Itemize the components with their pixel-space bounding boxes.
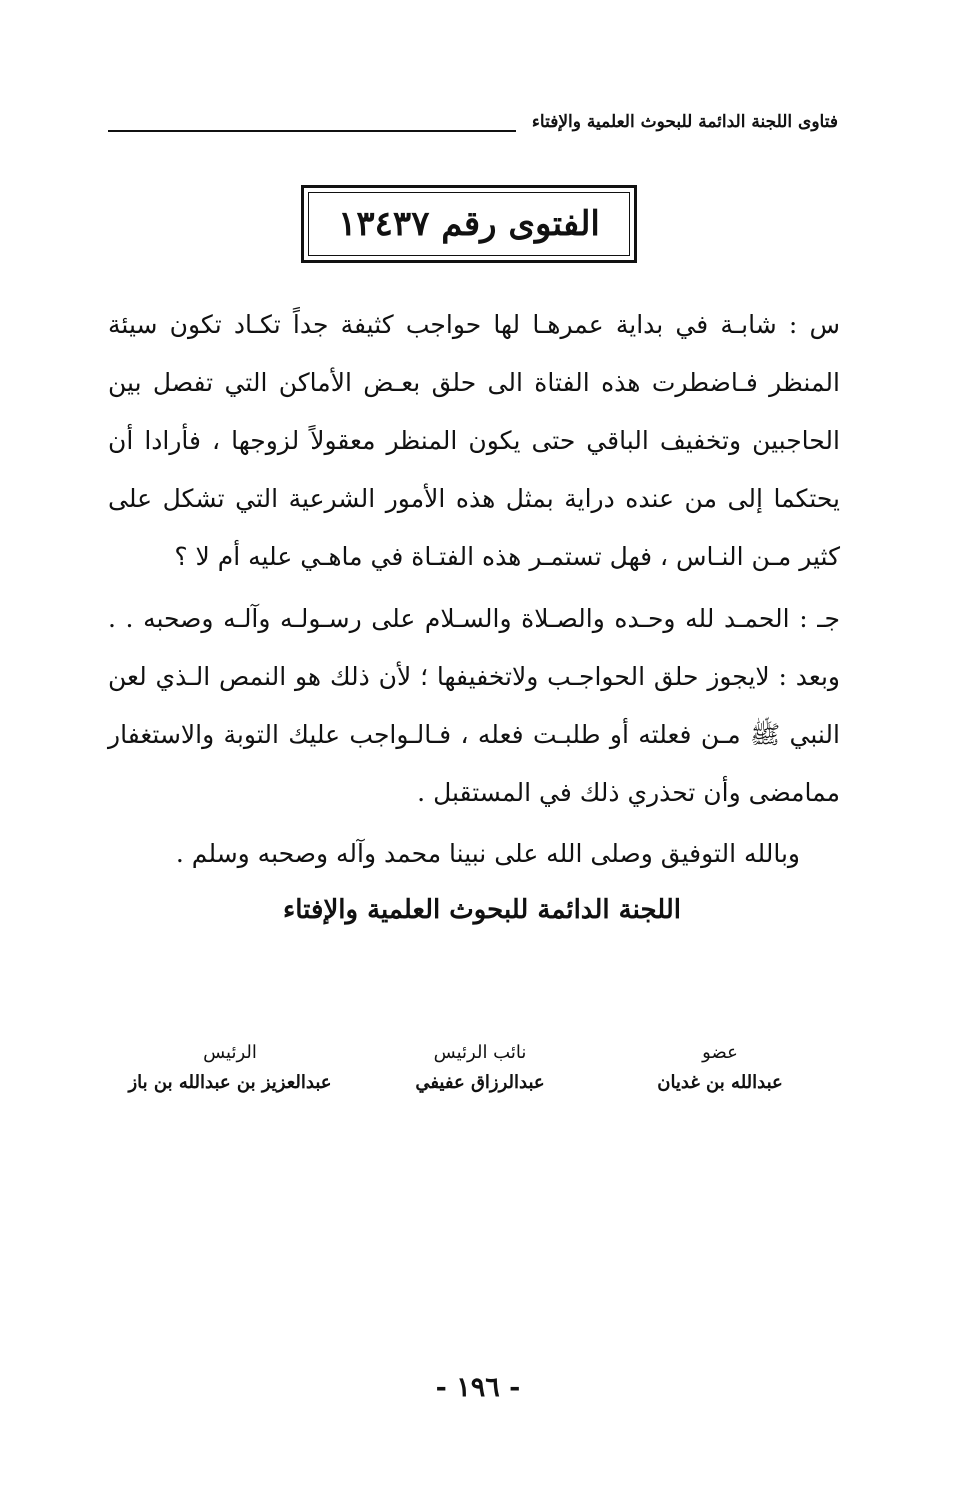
- header-rule: [108, 130, 516, 132]
- signature-name: عبدالله بن غديان: [657, 1072, 783, 1093]
- fatwa-title: الفتوى رقم ١٣٤٣٧: [338, 204, 600, 244]
- fatwa-title-inner-frame: [308, 192, 630, 256]
- signature-role: نائب الرئيس: [433, 1042, 527, 1063]
- signature-name: عبدالرزاق عفيفي: [415, 1072, 545, 1093]
- fatwa-title-box: [301, 185, 637, 263]
- question-paragraph: س : شابـة في بداية عمرهـا لها حواجب كثيفة جداً تكـاد تكون سيئة المنظر فـاضطرت هذه الفتاة الى حلق بعـض الأماكن التي تفصل بين الحاجبين وتخفيف الباقي حتى يكون المنظر معقولاً لزوجها ، فأرادا أن يحتكما إلى من عنده دراية بمثل هذه الأمور الشرعية التي تشكل على كثير مـن النـاس ، فهل تستمـر هذه الفتـاة في ماهـي عليه أم لا ؟: [108, 310, 840, 571]
- signature-role: الرئيس: [203, 1042, 257, 1063]
- signature-member: [640, 1038, 800, 1098]
- page-number: - ١٩٦ -: [435, 1372, 521, 1403]
- signature-name: عبدالعزيز بن عبدالله بن باز: [128, 1072, 332, 1093]
- committee-name: اللجنة الدائمة للبحوث العلمية والإفتاء: [283, 895, 681, 925]
- closing-line: وبالله التوفيق وصلى الله على نبينا محمد وآله وصحبه وسلم .: [175, 839, 800, 868]
- signature-role: عضو: [702, 1042, 738, 1063]
- running-header: فتاوى اللجنة الدائمة للبحوث العلمية والإفتاء: [531, 112, 838, 132]
- answer-paragraph: جـ : الحمـد لله وحـده والصـلاة والسـلام على رسـولـه وآلـه وصحبه . . وبعد : لايجوز حلق الحواجـب ولاتخفيفها ؛ لأن ذلك هو النمص الـذي لعن النبي ﷺ مـن فعلته أو طلبـت فعله ، فـالـواجب عليك التوبة والاستغفار ممامضى وأن تحذري ذلك في المستقبل .: [108, 604, 840, 807]
- signature-chairman: [110, 1038, 350, 1098]
- signature-vice-chairman: [400, 1038, 560, 1098]
